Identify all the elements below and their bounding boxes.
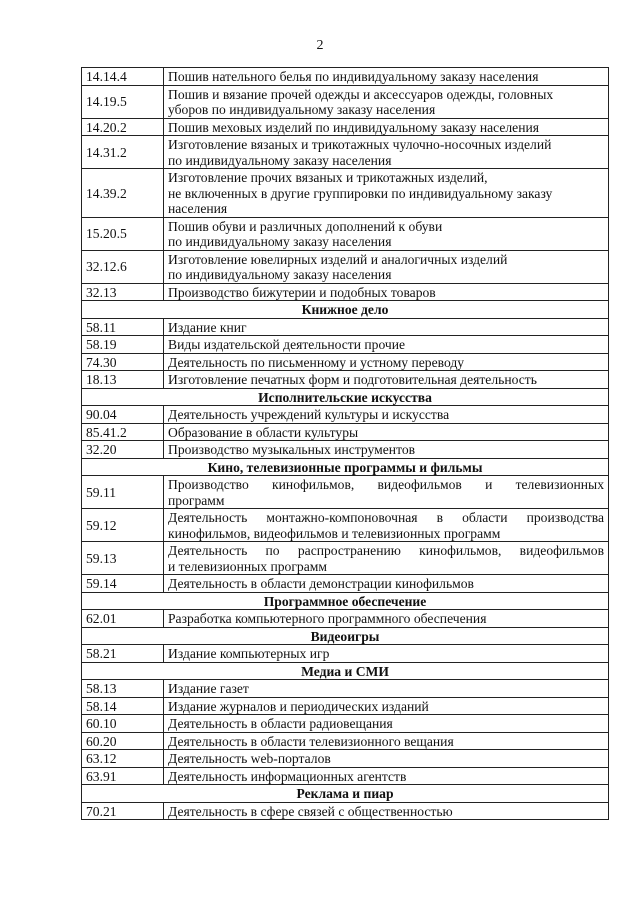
table-row bbox=[82, 318, 609, 336]
activity-code: 58.19 bbox=[82, 336, 164, 354]
table-row bbox=[82, 610, 609, 628]
activity-description bbox=[164, 336, 609, 354]
description-line: Деятельность web-порталов bbox=[168, 751, 331, 766]
activity-code: 74.30 bbox=[82, 353, 164, 371]
section-heading-row bbox=[82, 301, 609, 319]
description-line: Издание газет bbox=[168, 681, 249, 696]
activity-description bbox=[164, 68, 609, 86]
description-line: Деятельность учреждений культуры и искусства bbox=[168, 407, 450, 422]
description-line: Пошив меховых изделий по индивидуальному заказу населения bbox=[168, 119, 539, 135]
description-line: Производство музыкальных инструментов bbox=[168, 442, 416, 457]
description-line: Виды издательской деятельности прочие bbox=[168, 337, 406, 352]
description-line: Изготовление ювелирных изделий и аналогичных изделий bbox=[168, 251, 508, 267]
section-heading-row bbox=[82, 662, 609, 680]
table-row bbox=[82, 750, 609, 768]
table-row bbox=[82, 371, 609, 389]
activity-description bbox=[164, 610, 609, 628]
table-row bbox=[82, 283, 609, 301]
activity-code: 14.14.4 bbox=[82, 68, 164, 86]
description-line: Изготовление вязаных и трикотажных чулочно-носочных изделий bbox=[168, 137, 552, 152]
activity-description bbox=[164, 217, 609, 250]
section-heading: Видеоигры bbox=[82, 627, 609, 645]
activity-code: 58.21 bbox=[82, 645, 164, 663]
description-line: Издание журналов и периодических изданий bbox=[168, 698, 429, 714]
activity-description bbox=[164, 318, 609, 336]
table-row bbox=[82, 118, 609, 136]
table-row bbox=[82, 353, 609, 371]
activity-code: 59.13 bbox=[82, 542, 164, 575]
description-line: Деятельность по распространению кинофильмов, видеофильмов bbox=[168, 543, 604, 558]
activity-description bbox=[164, 169, 609, 218]
table-row bbox=[82, 645, 609, 663]
activity-description bbox=[164, 509, 609, 542]
table-row bbox=[82, 802, 609, 820]
table-row bbox=[82, 767, 609, 785]
activity-description bbox=[164, 371, 609, 389]
description-line: кинофильмов, видеофильмов и телевизионных программ bbox=[168, 525, 501, 541]
activity-codes-table bbox=[81, 67, 609, 820]
activity-description bbox=[164, 250, 609, 283]
table-row bbox=[82, 441, 609, 459]
activity-code: 58.11 bbox=[82, 318, 164, 336]
section-heading-row bbox=[82, 388, 609, 406]
description-line: Деятельность в области телевизионного вещания bbox=[168, 733, 454, 749]
section-heading-row bbox=[82, 592, 609, 610]
description-line: по индивидуальному заказу населения bbox=[168, 267, 392, 282]
activity-code: 63.12 bbox=[82, 750, 164, 768]
section-heading-row bbox=[82, 627, 609, 645]
description-line: по индивидуальному заказу населения bbox=[168, 234, 392, 249]
description-line: Пошив нательного белья по индивидуальному заказу населения bbox=[168, 69, 539, 84]
table-row bbox=[82, 680, 609, 698]
description-line: не включенных в другие группировки по индивидуальному заказу bbox=[168, 185, 553, 201]
section-heading: Программное обеспечение bbox=[82, 592, 609, 610]
activity-codes-body bbox=[82, 68, 609, 820]
activity-code: 32.12.6 bbox=[82, 250, 164, 283]
activity-description bbox=[164, 715, 609, 733]
activity-description bbox=[164, 750, 609, 768]
description-line: населения bbox=[168, 201, 228, 216]
activity-code: 14.19.5 bbox=[82, 85, 164, 118]
description-line: Издание компьютерных игр bbox=[168, 646, 330, 661]
activity-code: 58.14 bbox=[82, 697, 164, 715]
description-line: программ bbox=[168, 492, 225, 508]
activity-description bbox=[164, 697, 609, 715]
activity-code: 14.20.2 bbox=[82, 118, 164, 136]
table-row bbox=[82, 575, 609, 593]
table-row bbox=[82, 169, 609, 218]
activity-description bbox=[164, 542, 609, 575]
section-heading-row bbox=[82, 458, 609, 476]
table-row bbox=[82, 85, 609, 118]
activity-description bbox=[164, 406, 609, 424]
description-line: Изготовление прочих вязаных и трикотажных изделий, bbox=[168, 170, 488, 185]
activity-code: 70.21 bbox=[82, 802, 164, 820]
activity-code: 60.10 bbox=[82, 715, 164, 733]
activity-code: 18.13 bbox=[82, 371, 164, 389]
section-heading: Медиа и СМИ bbox=[82, 662, 609, 680]
description-line: по индивидуальному заказу населения bbox=[168, 152, 392, 168]
activity-description bbox=[164, 732, 609, 750]
activity-code: 15.20.5 bbox=[82, 217, 164, 250]
description-line: Деятельность в области демонстрации кинофильмов bbox=[168, 576, 474, 591]
description-line: Деятельность монтажно-компоновочная в области производства bbox=[168, 510, 604, 525]
description-line: уборов по индивидуальному заказу населения bbox=[168, 102, 436, 117]
activity-code: 14.39.2 bbox=[82, 169, 164, 218]
activity-description bbox=[164, 283, 609, 301]
activity-code: 60.20 bbox=[82, 732, 164, 750]
table-row bbox=[82, 697, 609, 715]
description-line: Производство бижутерии и подобных товаров bbox=[168, 284, 436, 300]
table-row bbox=[82, 136, 609, 169]
section-heading: Исполнительские искусства bbox=[82, 388, 609, 406]
activity-description bbox=[164, 767, 609, 785]
description-line: Пошив и вязание прочей одежды и аксессуаров одежды, головных bbox=[168, 86, 554, 102]
table-row bbox=[82, 509, 609, 542]
table-row bbox=[82, 715, 609, 733]
activity-description bbox=[164, 441, 609, 459]
description-line: Деятельность по письменному и устному переводу bbox=[168, 354, 465, 370]
section-heading: Книжное дело bbox=[82, 301, 609, 319]
table-row bbox=[82, 542, 609, 575]
activity-code: 85.41.2 bbox=[82, 423, 164, 441]
activity-description bbox=[164, 802, 609, 820]
activity-description bbox=[164, 476, 609, 509]
table-row bbox=[82, 732, 609, 750]
activity-code: 90.04 bbox=[82, 406, 164, 424]
table-row bbox=[82, 336, 609, 354]
section-heading: Реклама и пиар bbox=[82, 785, 609, 803]
page-number: 2 bbox=[316, 38, 324, 53]
description-line: и телевизионных программ bbox=[168, 558, 327, 574]
table-row bbox=[82, 217, 609, 250]
section-heading: Кино, телевизионные программы и фильмы bbox=[82, 458, 609, 476]
table-row bbox=[82, 423, 609, 441]
activity-description bbox=[164, 353, 609, 371]
activity-code: 58.13 bbox=[82, 680, 164, 698]
activity-code: 59.12 bbox=[82, 509, 164, 542]
activity-description bbox=[164, 645, 609, 663]
description-line: Издание книг bbox=[168, 319, 247, 335]
activity-description bbox=[164, 575, 609, 593]
activity-code: 32.13 bbox=[82, 283, 164, 301]
table-row bbox=[82, 68, 609, 86]
activity-description bbox=[164, 85, 609, 118]
activity-description bbox=[164, 423, 609, 441]
activity-code: 59.11 bbox=[82, 476, 164, 509]
description-line: Образование в области культуры bbox=[168, 424, 359, 440]
description-line: Разработка компьютерного программного обеспечения bbox=[168, 611, 487, 626]
activity-description bbox=[164, 680, 609, 698]
table-row bbox=[82, 476, 609, 509]
activity-description bbox=[164, 136, 609, 169]
description-line: Изготовление печатных форм и подготовительная деятельность bbox=[168, 372, 537, 387]
description-line: Деятельность информационных агентств bbox=[168, 768, 407, 784]
table-row bbox=[82, 250, 609, 283]
description-line: Деятельность в области радиовещания bbox=[168, 716, 393, 731]
section-heading-row bbox=[82, 785, 609, 803]
description-line: Производство кинофильмов, видеофильмов и телевизионных bbox=[168, 477, 604, 492]
activity-code: 63.91 bbox=[82, 767, 164, 785]
activity-description bbox=[164, 118, 609, 136]
activity-code: 32.20 bbox=[82, 441, 164, 459]
description-line: Деятельность в сфере связей с общественностью bbox=[168, 803, 453, 819]
table-row bbox=[82, 406, 609, 424]
description-line: Пошив обуви и различных дополнений к обуви bbox=[168, 218, 443, 234]
activity-code: 14.31.2 bbox=[82, 136, 164, 169]
activity-code: 59.14 bbox=[82, 575, 164, 593]
activity-code: 62.01 bbox=[82, 610, 164, 628]
